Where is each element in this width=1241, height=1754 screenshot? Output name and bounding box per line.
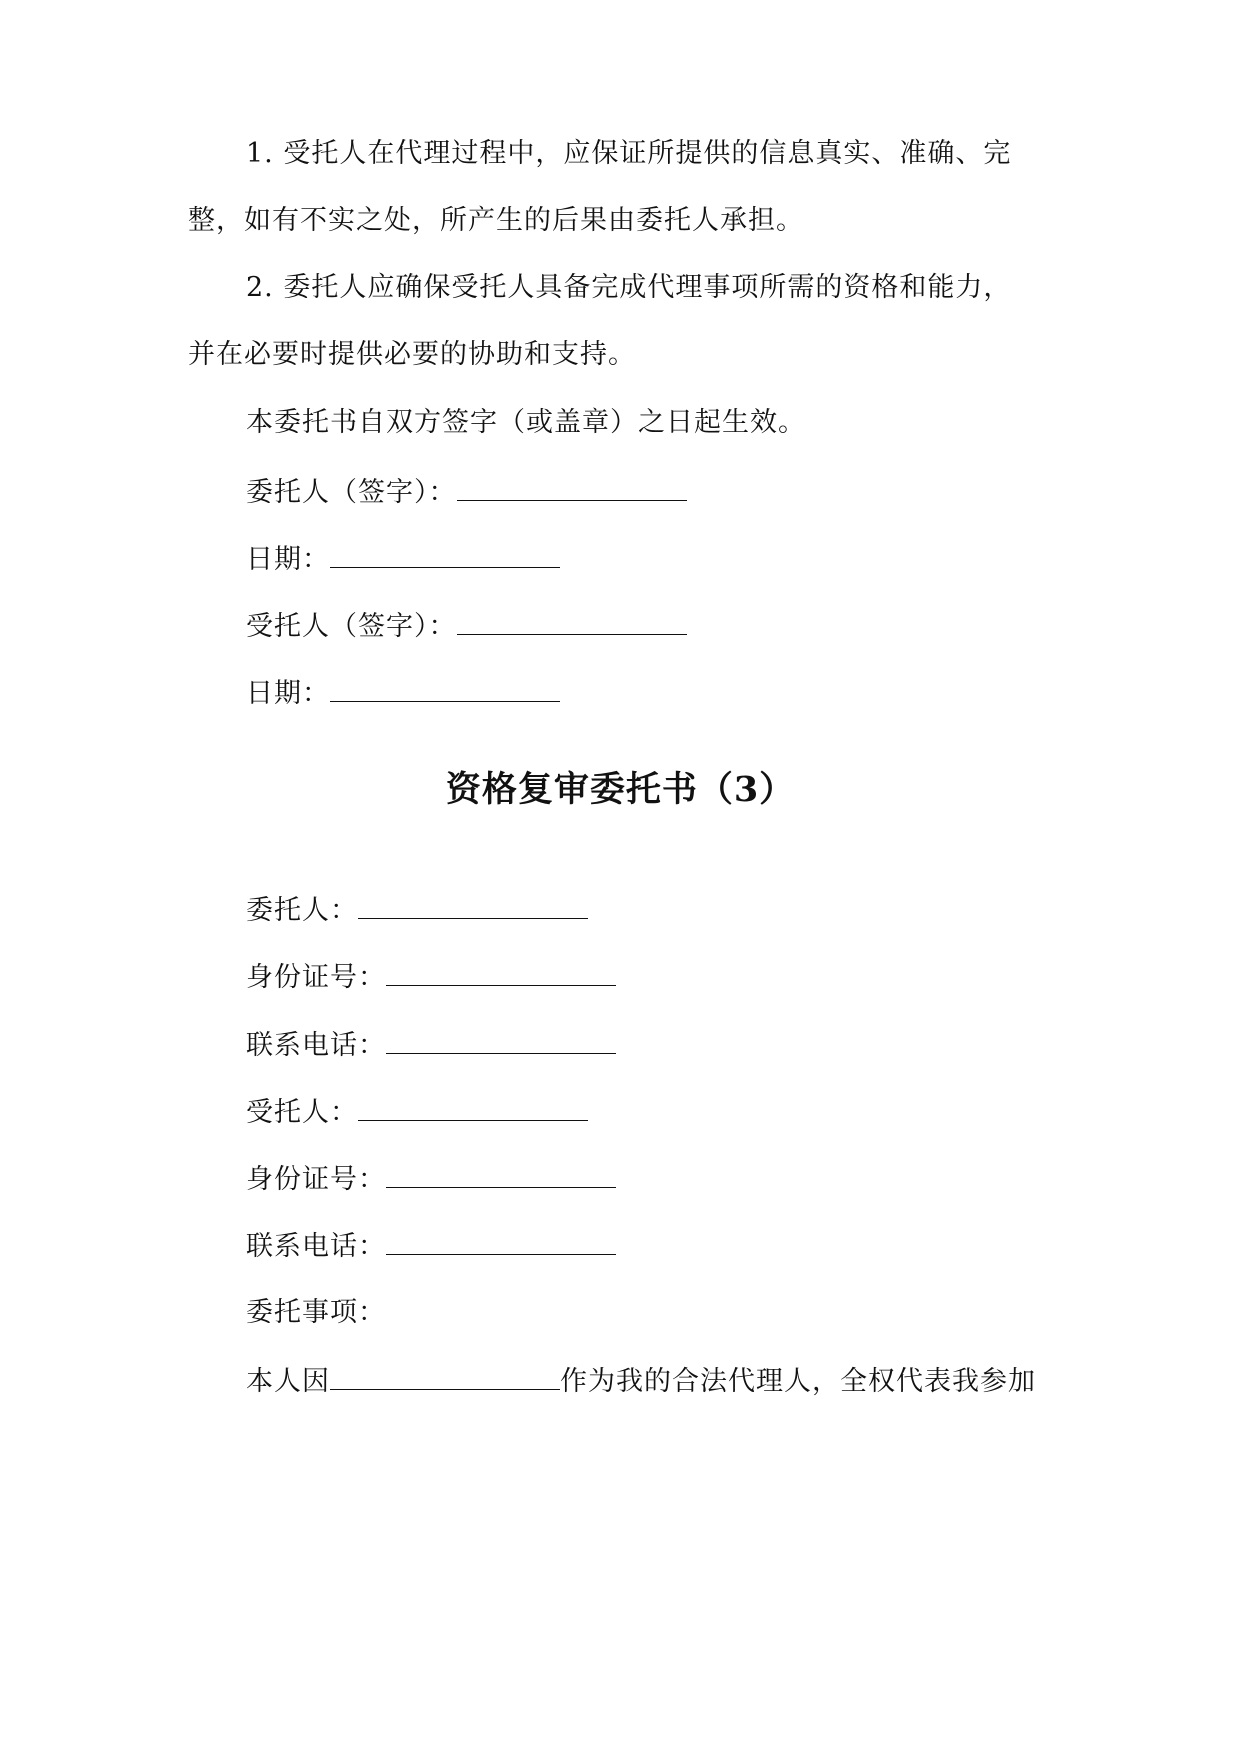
principal-blank[interactable] bbox=[358, 892, 588, 919]
matters-label: 委托事项： bbox=[246, 1297, 386, 1328]
agent-id-row bbox=[246, 1161, 616, 1198]
principal-date-label: 日期： bbox=[246, 544, 330, 575]
paragraph-1-line-2: 整，如有不实之处，所产生的后果由委托人承担。 bbox=[188, 205, 804, 236]
paragraph-2-line-2: 并在必要时提供必要的协助和支持。 bbox=[188, 339, 636, 370]
principal-phone-label: 联系电话： bbox=[246, 1030, 386, 1061]
agent-id-blank[interactable] bbox=[386, 1161, 616, 1188]
principal-id-label: 身份证号： bbox=[246, 962, 386, 993]
principal-signature-row bbox=[246, 474, 687, 511]
paragraph-1-line-1: 1. 受托人在代理过程中，应保证所提供的信息真实、准确、完 bbox=[246, 138, 1012, 169]
section-title: 资格复审委托书（3） bbox=[445, 769, 796, 810]
principal-date-row bbox=[246, 541, 560, 578]
final-line-suffix: 作为我的合法代理人，全权代表我参加 bbox=[560, 1366, 1036, 1397]
principal-id-row bbox=[246, 959, 616, 996]
principal-date-blank[interactable] bbox=[330, 541, 560, 568]
agent-signature-blank[interactable] bbox=[457, 608, 687, 635]
effective-clause: 本委托书自双方签字（或盖章）之日起生效。 bbox=[246, 407, 806, 438]
agent-phone-row bbox=[246, 1228, 616, 1265]
principal-phone-row bbox=[246, 1027, 616, 1064]
principal-signature-label: 委托人（签字）： bbox=[246, 477, 457, 508]
paragraph-2-line-1: 2. 委托人应确保受托人具备完成代理事项所需的资格和能力， bbox=[246, 272, 1012, 303]
principal-signature-blank[interactable] bbox=[457, 474, 687, 501]
agent-row bbox=[246, 1094, 588, 1131]
agent-date-label: 日期： bbox=[246, 678, 330, 709]
agent-date-blank[interactable] bbox=[330, 675, 560, 702]
principal-row bbox=[246, 892, 588, 929]
final-line bbox=[246, 1363, 1036, 1400]
final-line-prefix: 本人因 bbox=[246, 1366, 330, 1397]
principal-id-blank[interactable] bbox=[386, 959, 616, 986]
agent-label: 受托人： bbox=[246, 1097, 358, 1128]
agent-id-label: 身份证号： bbox=[246, 1164, 386, 1195]
principal-phone-blank[interactable] bbox=[386, 1027, 616, 1054]
agent-blank[interactable] bbox=[358, 1094, 588, 1121]
agent-signature-label: 受托人（签字）： bbox=[246, 611, 457, 642]
agent-phone-blank[interactable] bbox=[386, 1228, 616, 1255]
final-line-blank[interactable] bbox=[330, 1363, 560, 1390]
agent-date-row bbox=[246, 675, 560, 712]
principal-label: 委托人： bbox=[246, 895, 358, 926]
agent-phone-label: 联系电话： bbox=[246, 1231, 386, 1262]
agent-signature-row bbox=[246, 608, 687, 645]
